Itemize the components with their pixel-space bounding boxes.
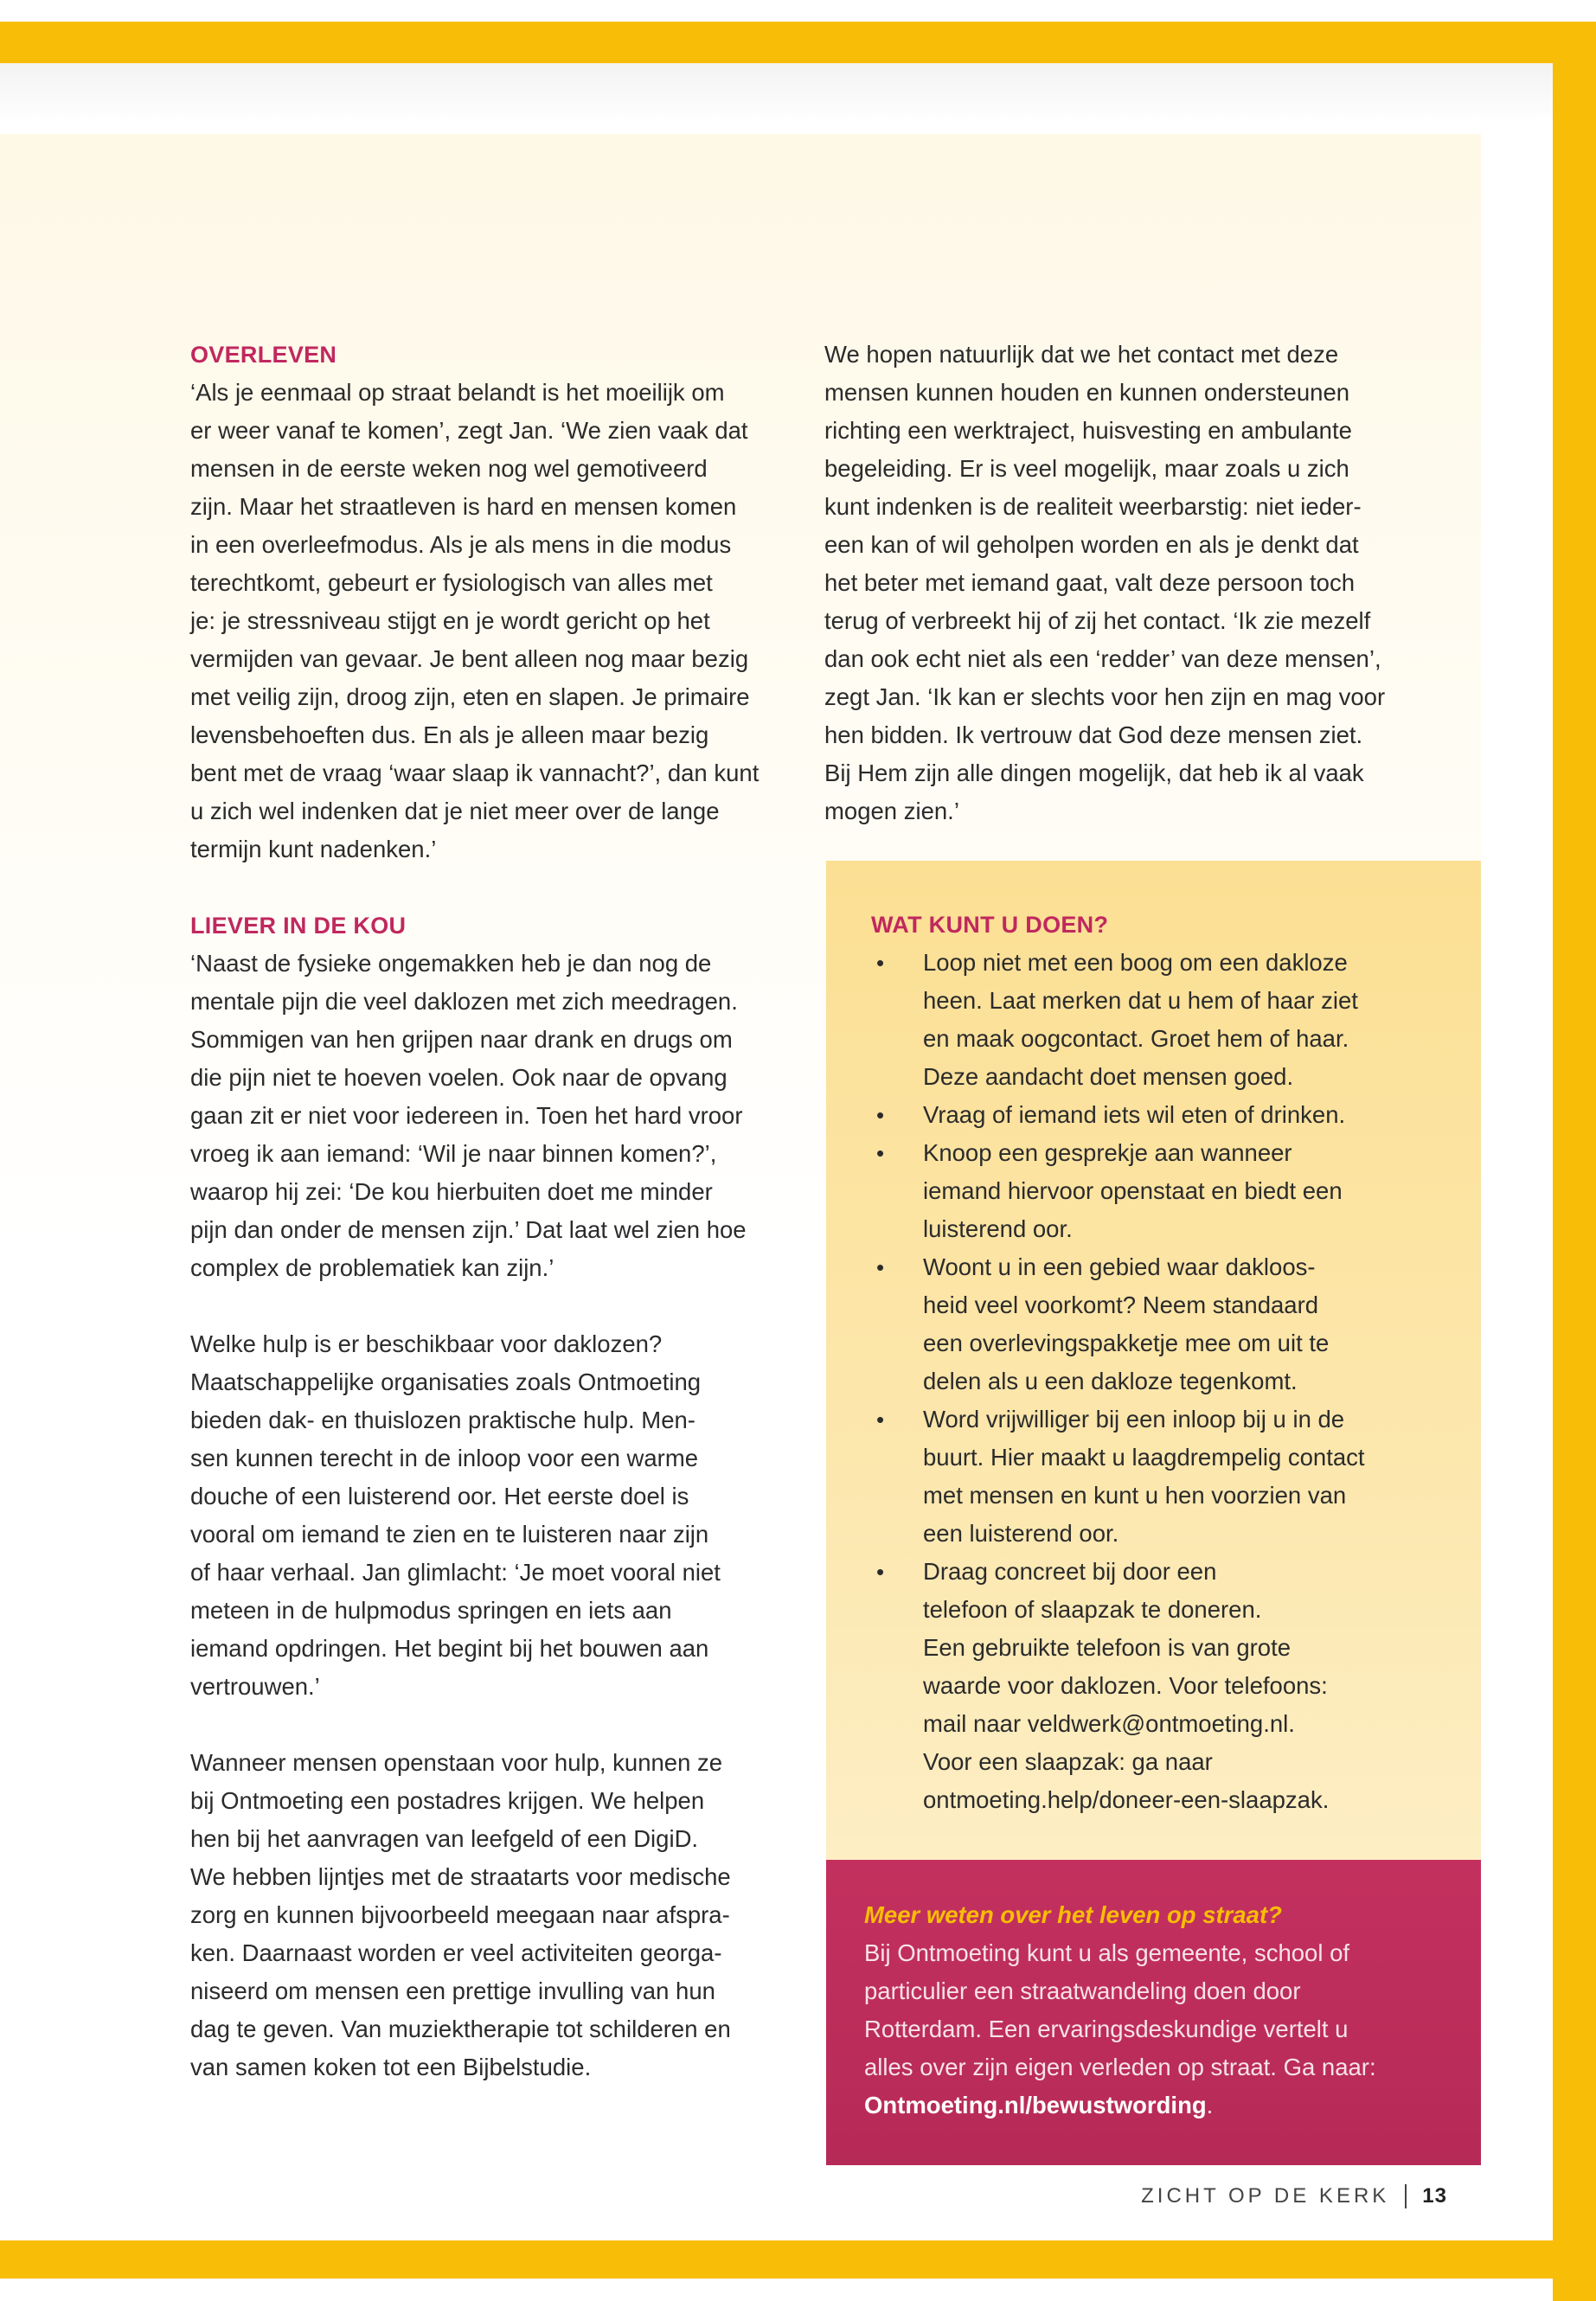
text-line: iemand hiervoor openstaat en biedt een [923,1177,1343,1204]
text-line: of haar verhaal. Jan glimlacht: ‘Je moet vooral niet [190,1559,721,1586]
top-shadow [0,63,1553,124]
text-line: een overlevingspakketje mee om uit te [923,1330,1330,1356]
text-line: terechtkomt, gebeurt er fysiologisch van alles met [190,569,713,596]
frame-right-bar [1553,22,1596,2301]
text-line: Woont u in een gebied waar dakloos- [923,1253,1316,1280]
text-line: buurt. Hier maakt u laagdrempelig contact [923,1444,1365,1471]
text-line: het beter met iemand gaat, valt deze persoon toch [824,569,1356,596]
text-line: zorg en kunnen bijvoorbeeld meegaan naar afspra- [190,1901,730,1928]
text-line: mensen in de eerste weken nog wel gemotiveerd [190,455,708,482]
bullet-icon: • [876,1407,885,1433]
tip-item [871,1248,1442,1400]
tips-box [826,861,1481,1860]
text-line: van samen koken tot een Bijbelstudie. [190,2054,592,2080]
section-liever-in-de-kou [190,907,787,1287]
text-line: Welke hulp is er beschikbaar voor daklozen? [190,1330,663,1357]
text-line: waarde voor daklozen. Voor telefoons: [923,1672,1328,1699]
text-line: in een overleefmodus. Als je als mens in die modus [190,531,732,558]
text-line: Rotterdam. Een ervaringsdeskundige vertelt u [864,2016,1349,2042]
text-line: met veilig zijn, droog zijn, eten en slapen. Je primaire [190,683,750,710]
text-line: We hopen natuurlijk dat we het contact met deze [824,341,1339,368]
text-line: ken. Daarnaast worden er veel activiteiten georga- [190,1939,722,1966]
text-line: We hebben lijntjes met de straatarts voor medische [190,1863,731,1890]
text-line: Maatschappelijke organisaties zoals Ontmoeting [190,1368,702,1395]
text-line: iemand opdringen. Het begint bij het bouwen aan [190,1635,709,1662]
text-line: bent met de vraag ‘waar slaap ik vannacht?’, dan kunt [190,760,760,786]
text-line: delen als u een dakloze tegenkomt. [923,1368,1298,1394]
text-line: Wanneer mensen openstaan voor hulp, kunnen ze [190,1749,723,1776]
text-line: vertrouwen.’ [190,1673,320,1700]
text-line: luisterend oor. [923,1215,1073,1242]
text-line: pijn dan onder de mensen zijn.’ Dat laat wel zien hoe [190,1216,747,1243]
text-line: mentale pijn die veel daklozen met zich meedragen. [190,988,738,1015]
info-link-line [864,2086,1444,2125]
text-line: ‘Als je eenmaal op straat belandt is het moeilijk om [190,379,725,406]
text-line: begeleiding. Er is veel mogelijk, maar zoals u zich [824,455,1349,482]
text-line: er weer vanaf te komen’, zegt Jan. ‘We zien vaak dat [190,417,748,444]
text-line: levensbehoeften dus. En als je alleen maar bezig [190,721,709,748]
page-number: 13 [1422,2184,1447,2208]
text-line: Bij Ontmoeting kunt u als gemeente, school of [864,1939,1350,1966]
text-line: heid veel voorkomt? Neem standaard [923,1292,1319,1318]
text-line: een kan of wil geholpen worden en als je denkt dat [824,531,1359,558]
tip-item [871,944,1442,1096]
footer-divider [1405,2184,1407,2208]
text-line: Sommigen van hen grijpen naar drank en drugs om [190,1026,733,1053]
text-line: heen. Laat merken dat u hem of haar ziet [923,987,1358,1014]
spacer [190,1287,787,1325]
frame-bottom-bar [0,2240,1596,2279]
text-line: een luisterend oor. [923,1520,1119,1547]
tips-heading: WAT KUNT U DOEN? [871,912,1109,938]
text-line: bieden dak- en thuislozen praktische hulp. Men- [190,1407,695,1433]
text-line: telefoon of slaapzak te doneren. [923,1596,1262,1623]
spacer [190,868,787,907]
text-line: u zich wel indenken dat je niet meer over de lange [190,798,720,824]
bullet-icon: • [876,950,885,976]
text-line: ontmoeting.help/doneer-een-slaapzak. [923,1786,1330,1813]
info-content [864,1896,1444,2125]
text-line: dag te geven. Van muziektherapie tot schilderen en [190,2016,731,2042]
tips-list [871,944,1442,1819]
text-line: niseerd om mensen een prettige invulling van hun [190,1977,715,2004]
text-line: en maak oogcontact. Groet hem of haar. [923,1025,1349,1052]
text-line: Bij Hem zijn alle dingen mogelijk, dat heb ik al vaak [824,760,1364,786]
text-line: meteen in de hulpmodus springen en iets aan [190,1597,672,1624]
text-line: Vraag of iemand iets wil eten of drinken. [923,1101,1346,1128]
bullet-icon: • [876,1102,885,1128]
right-column-text [824,336,1430,830]
text-line: richting een werktraject, huisvesting en ambulante [824,417,1352,444]
text-line: zegt Jan. ‘Ik kan er slechts voor hen zijn en mag voor [824,683,1386,710]
text-line: terug of verbreekt hij of zij het contact. ‘Ik zie mezelf [824,607,1371,634]
text-line: complex de problematiek kan zijn.’ [190,1254,554,1281]
text-line: hen bij het aanvragen van leefgeld of een DigiD. [190,1825,699,1852]
bullet-icon: • [876,1140,885,1166]
page-footer [1141,2184,1447,2208]
tip-item [871,1134,1442,1248]
section-heading: LIEVER IN DE KOU [190,913,407,939]
frame-top-bar [0,22,1596,63]
text-line: Word vrijwilliger bij een inloop bij u in de [923,1406,1345,1433]
bewustwording-link[interactable]: Ontmoeting.nl/bewustwording [864,2092,1207,2118]
text-line: Knoop een gesprekje aan wanneer [923,1139,1292,1166]
text-line: vooral om iemand te zien en te luisteren naar zijn [190,1521,709,1548]
spacer [190,1706,787,1744]
text-line: alles over zijn eigen verleden op straat. Ga naar: [864,2054,1376,2080]
text-line: met mensen en kunt u hen voorzien van [923,1482,1347,1509]
left-column [190,336,787,2086]
info-lead: Meer weten over het leven op straat? [864,1901,1282,1928]
text-line: sen kunnen terecht in de inloop voor een warme [190,1445,699,1471]
text-line: Een gebruikte telefoon is van grote [923,1634,1292,1661]
text-line: gaan zit er niet voor iedereen in. Toen het hard vroor [190,1102,743,1129]
paragraph-hulp [190,1325,787,1706]
text-line: vermijden van gevaar. Je bent alleen nog maar bezig [190,645,749,672]
text-line: Voor een slaapzak: ga naar [923,1748,1213,1775]
text-line: mogen zien.’ [824,798,959,824]
text-line: bij Ontmoeting een postadres krijgen. We helpen [190,1787,705,1814]
text-line: Deze aandacht doet mensen goed. [923,1063,1294,1090]
tip-item [871,1096,1442,1134]
text-line: mail naar veldwerk@ontmoeting.nl. [923,1710,1295,1737]
text-line: hen bidden. Ik vertrouw dat God deze mensen ziet. [824,721,1363,748]
text-line: vroeg ik aan iemand: ‘Wil je naar binnen komen?’, [190,1140,717,1167]
section-overleven [190,336,787,868]
tips-content [871,906,1442,1819]
text-line: douche of een luisterend oor. Het eerste doel is [190,1483,689,1509]
text-line: termijn kunt nadenken.’ [190,836,437,862]
magazine-name: ZICHT OP DE KERK [1141,2184,1390,2208]
text-line: je: je stressniveau stijgt en je wordt gericht op het [190,607,710,634]
tip-item [871,1553,1442,1819]
text-line: Loop niet met een boog om een dakloze [923,949,1348,976]
text-line: mensen kunnen houden en kunnen ondersteunen [824,379,1350,406]
text-line: zijn. Maar het straatleven is hard en mensen komen [190,493,737,520]
text-line: Draag concreet bij door een [923,1558,1217,1585]
bullet-icon: • [876,1254,885,1280]
text-line: particulier een straatwandeling doen door [864,1977,1301,2004]
tip-item [871,1400,1442,1553]
text-line: waarop hij zei: ‘De kou hierbuiten doet me minder [190,1178,713,1205]
section-heading: OVERLEVEN [190,342,337,368]
bullet-icon: • [876,1559,885,1585]
link-suffix: . [1206,2092,1214,2118]
text-line: ‘Naast de fysieke ongemakken heb je dan nog de [190,950,712,977]
text-line: kunt indenken is de realiteit weerbarstig: niet ieder- [824,493,1362,520]
info-box [826,1860,1481,2165]
paragraph-postadres [190,1744,787,2086]
text-line: dan ook echt niet als een ‘redder’ van deze mensen’, [824,645,1381,672]
text-line: die pijn niet te hoeven voelen. Ook naar de opvang [190,1064,727,1091]
